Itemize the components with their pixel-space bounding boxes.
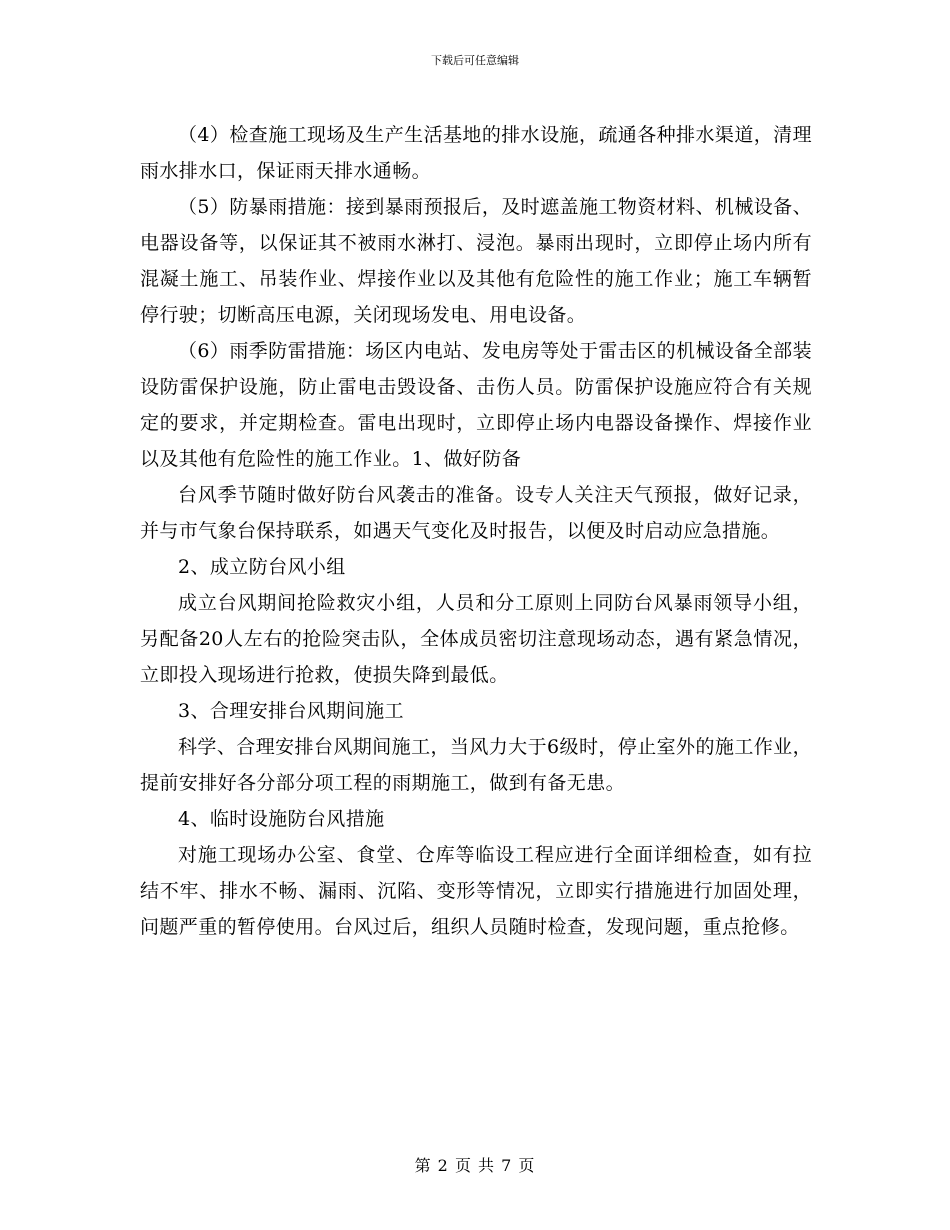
paragraph-typhoon-team: 成立台风期间抢险救灾小组，人员和分工原则上同防台风暴雨领导小组，另配备20人左右的抢险突击队，全体成员密切注意现场动态，遇有紧急情况，立即投入现场进行抢救，使损失降到最低。 xyxy=(140,592,812,686)
document-body xyxy=(140,117,812,945)
paragraph-rainstorm: （5）防暴雨措施：接到暴雨预报后，及时遮盖施工物资材料、机械设备、电器设备等，以保证其不被雨水淋打、浸泡。暴雨出现时，立即停止场内所有混凝土施工、吊装作业、焊接作业以及其他有危险性的施工作业；施工车辆暂停行驶；切断高压电源，关闭现场发电、用电设备。 xyxy=(140,196,812,326)
paragraph-lightning: （6）雨季防雷措施：场区内电站、发电房等处于雷击区的机械设备全部装设防雷保护设施，防止雷电击毁设备、击伤人员。防雷保护设施应符合有关规定的要求，并定期检查。雷电出现时，立即停止场内电器设备操作、焊接作业以及其他有危险性的施工作业。1、做好防备 xyxy=(140,340,812,470)
paragraph-drainage: （4）检查施工现场及生产生活基地的排水设施，疏通各种排水渠道，清理雨水排水口，保证雨天排水通畅。 xyxy=(140,124,812,182)
section-heading-typhoon-construction: 3、合理安排台风期间施工 xyxy=(178,700,404,722)
page-number: 第 2 页 共 7 页 xyxy=(414,1156,536,1175)
paragraph-typhoon-prep: 台风季节随时做好防台风袭击的准备。设专人关注天气预报，做好记录，并与市气象台保持联系，如遇天气变化及时报告，以便及时启动应急措施。 xyxy=(140,484,812,542)
paragraph-temporary-facilities: 对施工现场办公室、食堂、仓库等临设工程应进行全面详细检查，如有拉结不牢、排水不畅、漏雨、沉陷、变形等情况，立即实行措施进行加固处理，问题严重的暂停使用。台风过后，组织人员随时检查，发现问题，重点抢修。 xyxy=(140,844,812,938)
section-heading-temporary-facilities: 4、临时设施防台风措施 xyxy=(178,808,385,830)
page-header-note: 下载后可任意编辑 xyxy=(431,54,519,67)
section-heading-typhoon-team: 2、成立防台风小组 xyxy=(178,556,346,578)
paragraph-typhoon-construction: 科学、合理安排台风期间施工，当风力大于6级时，停止室外的施工作业，提前安排好各分部分项工程的雨期施工，做到有备无患。 xyxy=(140,736,812,794)
